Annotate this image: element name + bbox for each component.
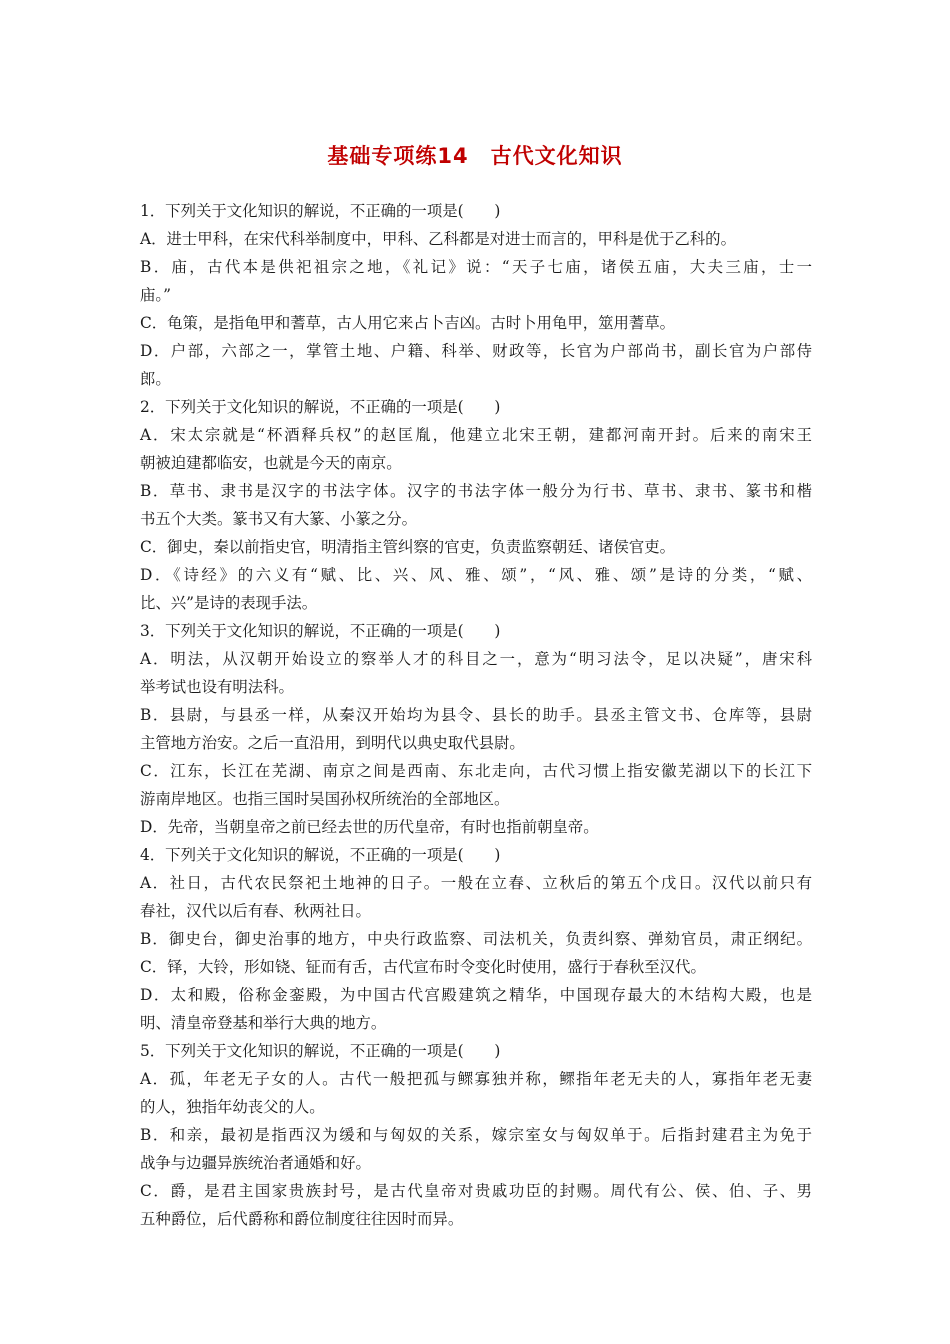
text-line: 比、兴”是诗的表现手法。 <box>140 594 318 612</box>
text-line: B．和亲，最初是指西汉为缓和与匈奴的关系，嫁宗室女与匈奴单于。后指封建君主为免于 <box>140 1126 814 1144</box>
text-line: D．户部，六部之一，掌管土地、户籍、科举、财政等，长官为户部尚书，副长官为户部侍 <box>140 342 814 360</box>
text-line: 战争与边疆异族统治者通婚和好。 <box>140 1154 371 1172</box>
text-line: C．江东，长江在芜湖、南京之间是西南、东北走向，古代习惯上指安徽芜湖以下的长江下 <box>140 762 814 780</box>
text-line: 朝被迫建都临安，也就是今天的南京。 <box>140 454 402 472</box>
text-line: C．龟策，是指龟甲和蓍草，古人用它来占卜吉凶。古时卜用龟甲，筮用蓍草。 <box>140 314 676 332</box>
text-line: A．明法，从汉朝开始设立的察举人才的科目之一，意为“明习法令，足以决疑”，唐宋科 <box>140 650 814 668</box>
text-line: 五种爵位，后代爵称和爵位制度往往因时而异。 <box>140 1210 464 1228</box>
text-line: D．先帝，当朝皇帝之前已经去世的历代皇帝，有时也指前朝皇帝。 <box>140 818 599 836</box>
text-line: 春社，汉代以后有春、秋两社日。 <box>140 902 371 920</box>
text-line: B．草书、隶书是汉字的书法字体。汉字的书法字体一般分为行书、草书、隶书、篆书和楷 <box>140 482 814 500</box>
text-line: 明、清皇帝登基和举行大典的地方。 <box>140 1014 387 1032</box>
text-line: 郎。 <box>140 370 171 388</box>
page-title: 基础专项练14 古代文化知识 <box>327 144 623 168</box>
text-line: 书五个大类。篆书又有大篆、小篆之分。 <box>140 510 418 528</box>
text-line: B．县尉，与县丞一样，从秦汉开始均为县令、县长的助手。县丞主管文书、仓库等，县尉 <box>140 706 814 724</box>
text-line: A．孤，年老无子女的人。古代一般把孤与鳏寡独并称，鳏指年老无夫的人，寡指年老无妻 <box>140 1070 814 1088</box>
text-line: 4．下列关于文化知识的解说，不正确的一项是( ) <box>140 846 501 864</box>
text-line: 游南岸地区。也指三国时吴国孙权所统治的全部地区。 <box>140 790 510 808</box>
text-line: C．爵，是君主国家贵族封号，是古代皇帝对贵戚功臣的封赐。周代有公、侯、伯、子、男 <box>140 1182 814 1200</box>
text-line: 庙。” <box>140 286 171 304</box>
text-line: 的人，独指年幼丧父的人。 <box>140 1098 325 1116</box>
text-line: C．铎，大铃，形如铙、钲而有舌，古代宣布时令变化时使用，盛行于春秋至汉代。 <box>140 958 706 976</box>
text-line: A．进士甲科，在宋代科举制度中，甲科、乙科都是对进士而言的，甲科是优于乙科的。 <box>140 230 736 248</box>
text-line: 主管地方治安。之后一直沿用，到明代以典史取代县尉。 <box>140 734 525 752</box>
document-body <box>140 197 815 1233</box>
text-line: 举考试也设有明法科。 <box>140 678 294 696</box>
text-line: D．《诗经》的六义有“赋、比、兴、风、雅、颂”，“风、雅、颂”是诗的分类，“赋、 <box>140 566 815 584</box>
text-line: 2．下列关于文化知识的解说，不正确的一项是( ) <box>140 398 501 416</box>
text-line: 1．下列关于文化知识的解说，不正确的一项是( ) <box>140 202 501 220</box>
text-line: B．御史台，御史治事的地方，中央行政监察、司法机关，负责纠察、弹劾官员，肃正纲纪。 <box>140 930 814 948</box>
text-line: B．庙，古代本是供祀祖宗之地，《礼记》说：“天子七庙，诸侯五庙，大夫三庙，士一 <box>140 258 815 276</box>
text-line: A．社日，古代农民祭祀土地神的日子。一般在立春、立秋后的第五个戊日。汉代以前只有 <box>140 874 814 892</box>
text-line: 5．下列关于文化知识的解说，不正确的一项是( ) <box>140 1042 501 1060</box>
text-line: D．太和殿，俗称金銮殿，为中国古代宫殿建筑之精华，中国现存最大的木结构大殿，也是 <box>140 986 814 1004</box>
text-line: A．宋太宗就是“杯酒释兵权”的赵匡胤，他建立北宋王朝，建都河南开封。后来的南宋王 <box>140 426 814 444</box>
text-line: 3．下列关于文化知识的解说，不正确的一项是( ) <box>140 622 501 640</box>
text-line: C．御史，秦以前指史官，明清指主管纠察的官吏，负责监察朝廷、诸侯官吏。 <box>140 538 676 556</box>
